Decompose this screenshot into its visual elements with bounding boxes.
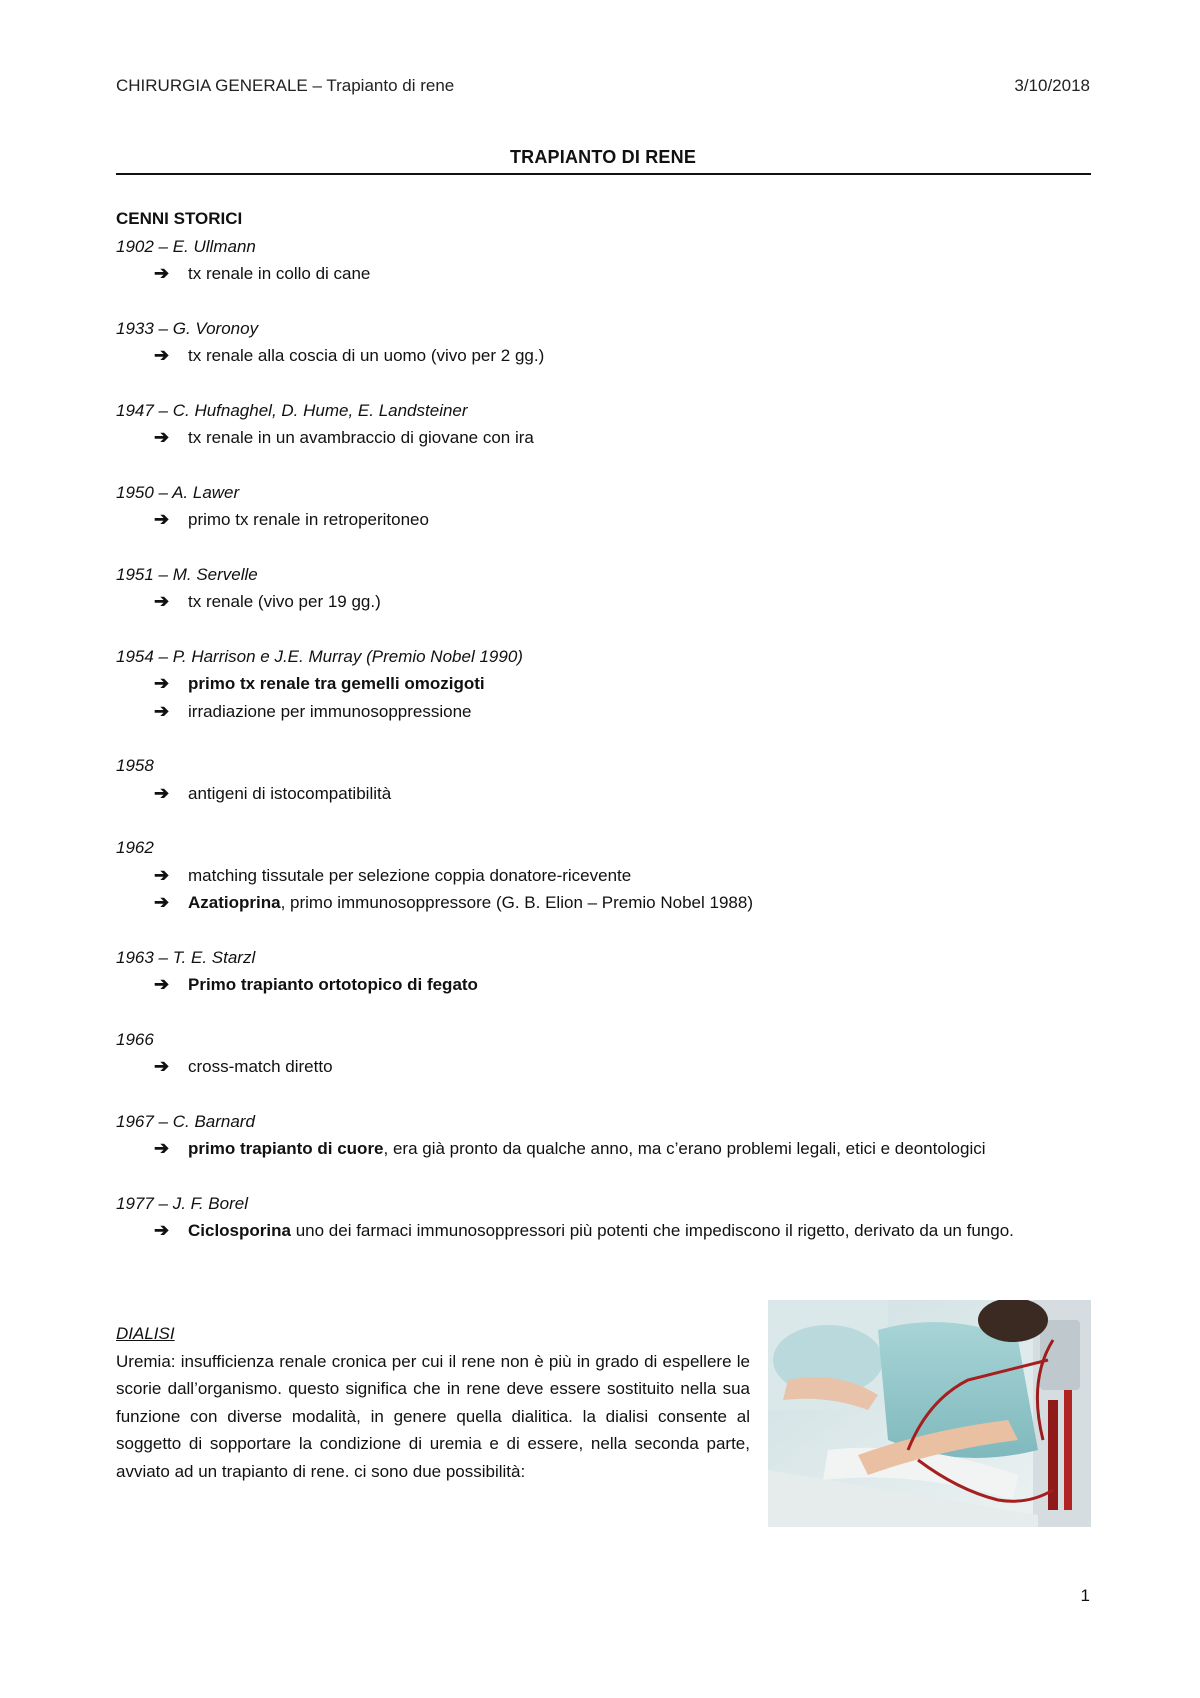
- bullet-text: tx renale in un avambraccio di giovane con ira: [188, 428, 534, 447]
- history-event: [116, 752, 1090, 807]
- event-bullet-item: [116, 670, 1090, 698]
- event-heading: 1963 – T. E. Starzl: [116, 947, 256, 967]
- bullet-text-bold: Ciclosporina: [188, 1221, 291, 1240]
- event-heading: 1947 – C. Hufnaghel, D. Hume, E. Landsteiner: [116, 400, 468, 420]
- history-section: [116, 205, 1090, 1272]
- arrow-right-icon: ➔: [154, 864, 170, 885]
- history-event: [116, 315, 1090, 370]
- bullet-text: irradiazione per immunosoppressione: [188, 701, 472, 721]
- history-event: [116, 1026, 1090, 1081]
- event-heading: 1950 – A. Lawer: [116, 482, 240, 502]
- arrow-right-icon: ➔: [154, 782, 170, 803]
- event-heading: 1966: [116, 1029, 154, 1049]
- event-heading: 1977 – J. F. Borel: [116, 1193, 248, 1213]
- event-bullet-item: [116, 342, 1090, 370]
- dialysis-section: [116, 1320, 750, 1485]
- event-bullet-item: [116, 971, 1090, 999]
- event-heading: 1954 – P. Harrison e J.E. Murray (Premio Nobel 1990): [116, 646, 523, 666]
- bullet-text-bold: primo tx renale tra gemelli omozigoti: [188, 674, 485, 693]
- bullet-text: tx renale in collo di cane: [188, 264, 371, 283]
- arrow-right-icon: ➔: [154, 892, 170, 912]
- arrow-right-icon: ➔: [154, 1220, 170, 1240]
- event-heading: 1967 – C. Barnard: [116, 1111, 255, 1131]
- arrow-right-icon: ➔: [154, 974, 170, 994]
- event-heading: 1933 – G. Voronoy: [116, 318, 259, 338]
- arrow-right-icon: ➔: [154, 427, 170, 447]
- event-heading: 1951 – M. Servelle: [116, 564, 258, 584]
- bullet-text: tx renale alla coscia di un uomo (vivo per 2 gg.): [188, 346, 545, 365]
- arrow-right-icon: ➔: [154, 509, 170, 529]
- bullet-text: cross-match diretto: [188, 1057, 333, 1076]
- history-event: [116, 1108, 1090, 1163]
- event-bullet-item: [116, 862, 1090, 890]
- event-heading: 1962: [116, 838, 154, 857]
- event-bullet-item: [116, 1135, 1090, 1163]
- history-event: [116, 834, 1090, 917]
- dialysis-paragraph: Uremia: insufficienza renale cronica per cui il rene non è più in grado di espellere le scorie dall’organismo. questo significa che in rene deve essere sostituito nella sua funzione con diverse modalità, in genere quella dialitica. la dialisi consente al soggetto di sopportare la condizione di uremia e di essere, nella seconda parte, avviato ad un trapianto di rene. ci sono due possibilità:: [116, 1351, 750, 1481]
- bullet-text-bold: Primo trapianto ortotopico di fegato: [188, 975, 478, 994]
- event-heading: 1902 – E. Ullmann: [116, 236, 256, 256]
- event-bullet-item: [116, 1217, 1090, 1245]
- history-event: [116, 397, 1090, 452]
- document-title: TRAPIANTO DI RENE: [509, 147, 697, 167]
- bullet-text-bold: Azatioprina: [188, 893, 281, 912]
- history-event: [116, 643, 1090, 726]
- history-event: [116, 1190, 1090, 1245]
- event-bullet-item: [116, 889, 1090, 917]
- arrow-right-icon: ➔: [154, 1056, 170, 1076]
- event-heading: 1958: [116, 756, 154, 775]
- event-bullet-item: [116, 506, 1090, 534]
- photo-illustration: [768, 1300, 1091, 1527]
- event-bullet-item: [116, 780, 1090, 808]
- arrow-right-icon: ➔: [154, 700, 170, 721]
- bullet-text: primo tx renale in retroperitoneo: [188, 510, 429, 529]
- event-bullet-item: [116, 1053, 1090, 1081]
- event-bullet-item: [116, 698, 1090, 726]
- section-heading-dialysis: DIALISI: [116, 1324, 175, 1343]
- event-bullet-item: [116, 260, 1090, 288]
- section-heading-history: CENNI STORICI: [116, 209, 243, 228]
- bullet-text: tx renale (vivo per 19 gg.): [188, 592, 381, 611]
- history-event: [116, 561, 1090, 616]
- bullet-text: antigeni di istocompatibilità: [188, 783, 392, 803]
- arrow-right-icon: ➔: [154, 591, 170, 611]
- running-header-date: 3/10/2018: [1014, 76, 1090, 95]
- history-event: [116, 479, 1090, 534]
- history-event: [116, 944, 1090, 999]
- bullet-text: uno dei farmaci immunosoppressori più potenti che impediscono il rigetto, derivato da un fungo.: [290, 1221, 1014, 1240]
- arrow-right-icon: ➔: [154, 1138, 170, 1158]
- title-underline: [116, 173, 1091, 175]
- bullet-text-bold: primo trapianto di cuore: [188, 1139, 384, 1158]
- bullet-text: , primo immunosoppressore (G. B. Elion – Premio Nobel 1988): [280, 893, 753, 912]
- page-number: 1: [1080, 1586, 1090, 1605]
- running-header-title: CHIRURGIA GENERALE – Trapianto di rene: [116, 76, 455, 95]
- dialysis-patient-photo: [768, 1300, 1091, 1527]
- bullet-text: matching tissutale per selezione coppia donatore-ricevente: [188, 865, 632, 885]
- event-bullet-item: [116, 588, 1090, 616]
- arrow-right-icon: ➔: [154, 673, 170, 693]
- history-event: [116, 233, 1090, 288]
- arrow-right-icon: ➔: [154, 345, 170, 365]
- history-events-list: [116, 233, 1090, 1245]
- arrow-right-icon: ➔: [154, 263, 170, 283]
- event-bullet-item: [116, 424, 1090, 452]
- bullet-text: , era già pronto da qualche anno, ma c’erano problemi legali, etici e deontologici: [383, 1139, 986, 1158]
